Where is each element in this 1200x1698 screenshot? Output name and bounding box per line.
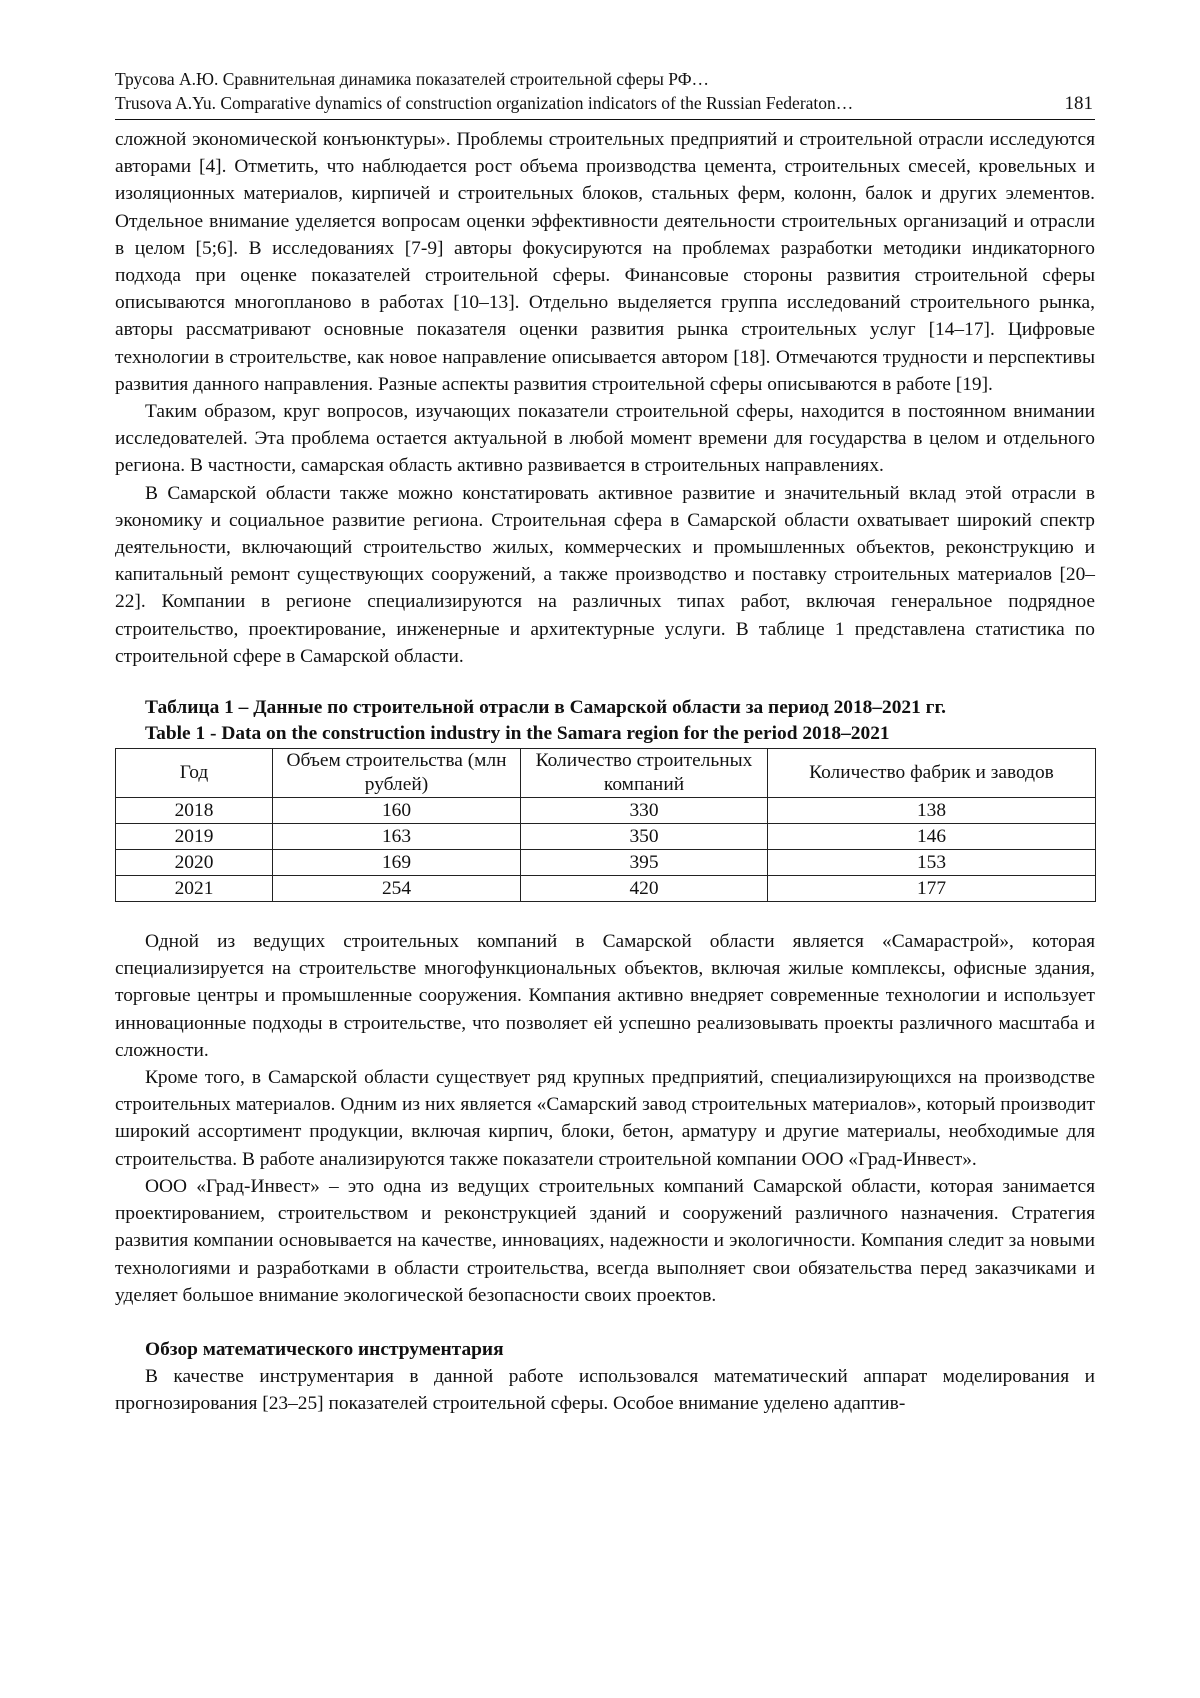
- table-cell: 177: [768, 876, 1096, 902]
- column-header-companies: Количество строительных компаний: [521, 749, 768, 798]
- header-title-ru: Трусова А.Ю. Сравнительная динамика показателей строительной сферы РФ…: [115, 69, 710, 89]
- table-cell: 254: [273, 876, 521, 902]
- page-number: 181: [1064, 93, 1093, 114]
- table-caption-en: Table 1 - Data on the construction industry in the Samara region for the period 2018–2021: [145, 723, 890, 745]
- data-table: [115, 748, 1096, 902]
- column-header-year: Год: [116, 749, 273, 798]
- paragraph: В Самарской области также можно констатировать активное развитие и значительный вклад этой отрасли в экономику и социальное развитие региона. Строительная сфера в Самарской области охватывает широкий спектр деятельности, включающий строительство жилых, коммерческих и промышленных объектов, реконструкцию и капитальный ремонт существующих сооружений, а также производство и поставку строительных материалов [20–22]. Компании в регионе специализируются на различных типах работ, включая генеральное подрядное строительство, проектирование, инженерные и архитектурные услуги. В таблице 1 представлена статистика по строительной сфере в Самарской области.: [115, 482, 1095, 667]
- table-row: [116, 850, 1096, 876]
- table-cell: 2019: [116, 824, 273, 850]
- table-cell: 160: [273, 798, 521, 824]
- table-cell: 153: [768, 850, 1096, 876]
- table-caption-ru: Таблица 1 – Данные по строительной отрасли в Самарской области за период 2018–2021 гг.: [145, 697, 946, 719]
- section-heading: Обзор математического инструментария: [145, 1338, 504, 1360]
- table-row: [116, 876, 1096, 902]
- table-cell: 2018: [116, 798, 273, 824]
- paragraph: В качестве инструментария в данной работе использовался математический аппарат моделирования и прогнозирования [23–25] показателей строительной сферы. Особое внимание уделено адаптив-: [115, 1366, 1095, 1415]
- table-row: [116, 824, 1096, 850]
- paragraph: Таким образом, круг вопросов, изучающих показатели строительной сферы, находится в постоянном внимании исследователей. Эта проблема остается актуальной в любой момент времени для государства в целом и отдельного региона. В частности, самарская область активно развивается в строительных направлениях.: [115, 401, 1095, 477]
- running-header: [115, 67, 1095, 120]
- table-row: [116, 798, 1096, 824]
- table-cell: 2020: [116, 850, 273, 876]
- paragraph: сложной экономической конъюнктуры». Проблемы строительных предприятий и строительной отрасли исследуются авторами [4]. Отметить, что наблюдается рост объема производства цемента, строительных смесей, кровельных и изоляционных материалов, кирпичей и строительных блоков, стальных ферм, колонн, балок и других элементов. Отдельное внимание уделяется вопросам оценки эффективности деятельности строительных организаций и отрасли в целом [5;6]. В исследованиях [7-9] авторы фокусируются на проблемах разработки методики индикаторного подхода при оценке показателей строительной сферы. Финансовые стороны развития строительной сферы описываются многопланово в работах [10–13]. Отдельно выделяется группа исследований строительного рынка, авторы рассматривают основные показателя оценки развития рынка строительных услуг [14–17]. Цифровые технологии в строительстве, как новое направление описывается автором [18]. Отмечаются трудности и перспективы развития данного направления. Разные аспекты развития строительной сферы описываются в работе [19].: [115, 129, 1095, 395]
- table-cell: 350: [521, 824, 768, 850]
- post-table-text: [115, 928, 1095, 1309]
- table-header-row: [116, 749, 1096, 798]
- table-cell: 420: [521, 876, 768, 902]
- table-cell: 146: [768, 824, 1096, 850]
- header-title-en-row: [115, 91, 1095, 120]
- paragraph: ООО «Град-Инвест» – это одна из ведущих строительных компаний Самарской области, которая занимается проектированием, строительством и реконструкцией зданий и сооружений различного назначения. Стратегия развития компании основывается на качестве, инновациях, надежности и экологичности. Компания следит за новыми технологиями и разработками в области строительства, всегда выполняет свои обязательства перед заказчиками и уделяет большое внимание экологической безопасности своих проектов.: [115, 1175, 1095, 1306]
- table-cell: 395: [521, 850, 768, 876]
- paragraph: Одной из ведущих строительных компаний в Самарской области является «Самарастрой», которая специализируется на строительстве многофункциональных объектов, включая жилые комплексы, офисные здания, торговые центры и промышленные сооружения. Компания активно внедряет современные технологии и использует инновационные подходы в строительстве, что позволяет ей успешно реализовывать проекты различного масштаба и сложности.: [115, 931, 1095, 1061]
- table-cell: 163: [273, 824, 521, 850]
- table-cell: 2021: [116, 876, 273, 902]
- paragraph: Кроме того, в Самарской области существует ряд крупных предприятий, специализирующихся на производстве строительных материалов. Одним из них является «Самарский завод строительных материалов», который производит широкий ассортимент продукции, включая кирпич, блоки, бетон, арматуру и другие материалы, необходимые для строительства. В работе анализируются также показатели строительной компании ООО «Град-Инвест».: [115, 1067, 1095, 1170]
- table-cell: 169: [273, 850, 521, 876]
- table-block: [115, 695, 1095, 902]
- column-header-factories: Количество фабрик и заводов: [768, 749, 1096, 798]
- table-cell: 138: [768, 798, 1096, 824]
- table-cell: 330: [521, 798, 768, 824]
- body-text: [115, 126, 1095, 1418]
- page-content: [115, 67, 1095, 1418]
- column-header-construction-volume: Объем строительства (млн рублей): [273, 749, 521, 798]
- header-title-en: Trusova A.Yu. Comparative dynamics of construction organization indicators of the Russian Federaton…: [115, 93, 854, 113]
